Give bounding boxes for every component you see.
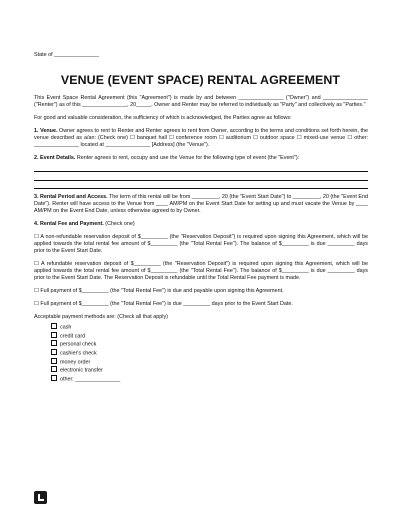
section-venue-heading: 1. Venue. <box>34 127 58 134</box>
checkbox-icon[interactable] <box>51 375 57 381</box>
event-description-line-1[interactable] <box>34 164 368 172</box>
fee-option-refundable[interactable]: ☐ A refundable reservation deposit of $_________ (the "Reservation Deposit") is required upon signing this Agreement, which will be applied towards the total rental fee amount of $_________ (the "Total Rental Fee"). The balance of $_________ is due _________ days prior to the Event Start Date. The Reservation Deposit is refundable until the Total Rental Fee payment is made. <box>34 260 368 282</box>
section-rental-period-text: The term of this rental will be from _________, 20 (the "Event Start Date") to _________, 20 (the "Event End Date"). Renter will have access to the Venue from ____ AM/PM on the Event Start Date for setting up and must vacate the Venue by ____ AM/PM on the Event End Date, unless otherwise agreed to by Owner. <box>34 193 368 215</box>
payment-method-item[interactable]: electronic transfer <box>51 366 368 375</box>
checkbox-icon[interactable] <box>51 332 57 338</box>
document-title: VENUE (EVENT SPACE) RENTAL AGREEMENT <box>60 73 341 87</box>
event-description-line-3[interactable] <box>34 181 368 189</box>
payment-method-item[interactable]: money order <box>51 358 368 367</box>
section-rental-fee-text: (Check one) <box>103 220 135 227</box>
checkbox-icon[interactable] <box>51 358 57 364</box>
payment-method-item[interactable]: cash <box>51 323 368 332</box>
section-event-heading: 2. Event Details. <box>34 155 76 161</box>
payment-method-item[interactable]: personal check <box>51 340 368 349</box>
section-event-details <box>34 155 368 162</box>
section-rental-fee-heading: 4. Rental Fee and Payment. <box>34 220 104 227</box>
payment-methods-list <box>34 323 368 384</box>
checkbox-icon[interactable] <box>51 340 57 346</box>
fee-option-full-before-event[interactable]: ☐ Full payment of $_________ (the "Total Rental Fee") is due _________ days prior to the Event Start Date. <box>34 300 293 307</box>
section-rental-period-heading: 3. Rental Period and Access. <box>34 193 108 200</box>
section-rental-fee <box>34 221 368 228</box>
section-venue-text: Owner agrees to rent to Renter and Renter agrees to rent from Owner, according to the terms and conditions set forth herein, the venue described as a/an: (Check one) ☐ banquet hall ☐ conference room ☐ auditorium ☐ outdoor space ☐ mixed-use venue ☐ other: _______________ located at _______________ [Address] (the "Venue"). <box>34 127 368 149</box>
payment-methods-heading: Acceptable payment methods are: (Check all that apply) <box>34 313 168 320</box>
checkbox-icon[interactable] <box>51 323 57 329</box>
payment-method-item[interactable]: credit card <box>51 332 368 341</box>
section-venue <box>34 128 368 150</box>
state-line[interactable]: State of _______________ <box>34 52 100 58</box>
fee-option-nonrefundable[interactable]: ☐ A non-refundable reservation deposit of $_________ (the "Reservation Deposit") is required upon signing this Agreement, which will be applied towards the total rental fee amount of $_________ (the "Total Rental Fee"). The balance of $_________ is due _________ days prior to the Event Start Date. <box>34 233 368 255</box>
section-event-text: Renter agrees to rent, occupy and use the Venue for the following type of event (the "Event"): <box>75 155 300 161</box>
checkbox-icon[interactable] <box>51 349 57 355</box>
brand-logo-icon <box>34 491 47 504</box>
intro-paragraph: This Event Space Rental Agreement (this "Agreement") is made by and between _______________ ("Owner") and _______________ ("Renter") as of this _______________, 20_____. Owner and Renter may be referred to individually as "Party" and collectively as "Parties." <box>34 95 368 109</box>
checkbox-icon[interactable] <box>51 366 57 372</box>
section-rental-period <box>34 194 368 216</box>
payment-method-item[interactable]: cashier's check <box>51 349 368 358</box>
document-body <box>34 95 368 384</box>
event-description-line-2[interactable] <box>34 172 368 180</box>
fee-option-full-upon-signing[interactable]: ☐ Full payment of $_________ (the "Total Rental Fee") is due and payable upon signing this Agreement. <box>34 288 284 295</box>
consideration-paragraph: For good and valuable consideration, the sufficiency of which is acknowledged, the Parties agree as follows: <box>34 115 292 121</box>
payment-method-item[interactable]: other: _______________ <box>51 375 368 384</box>
